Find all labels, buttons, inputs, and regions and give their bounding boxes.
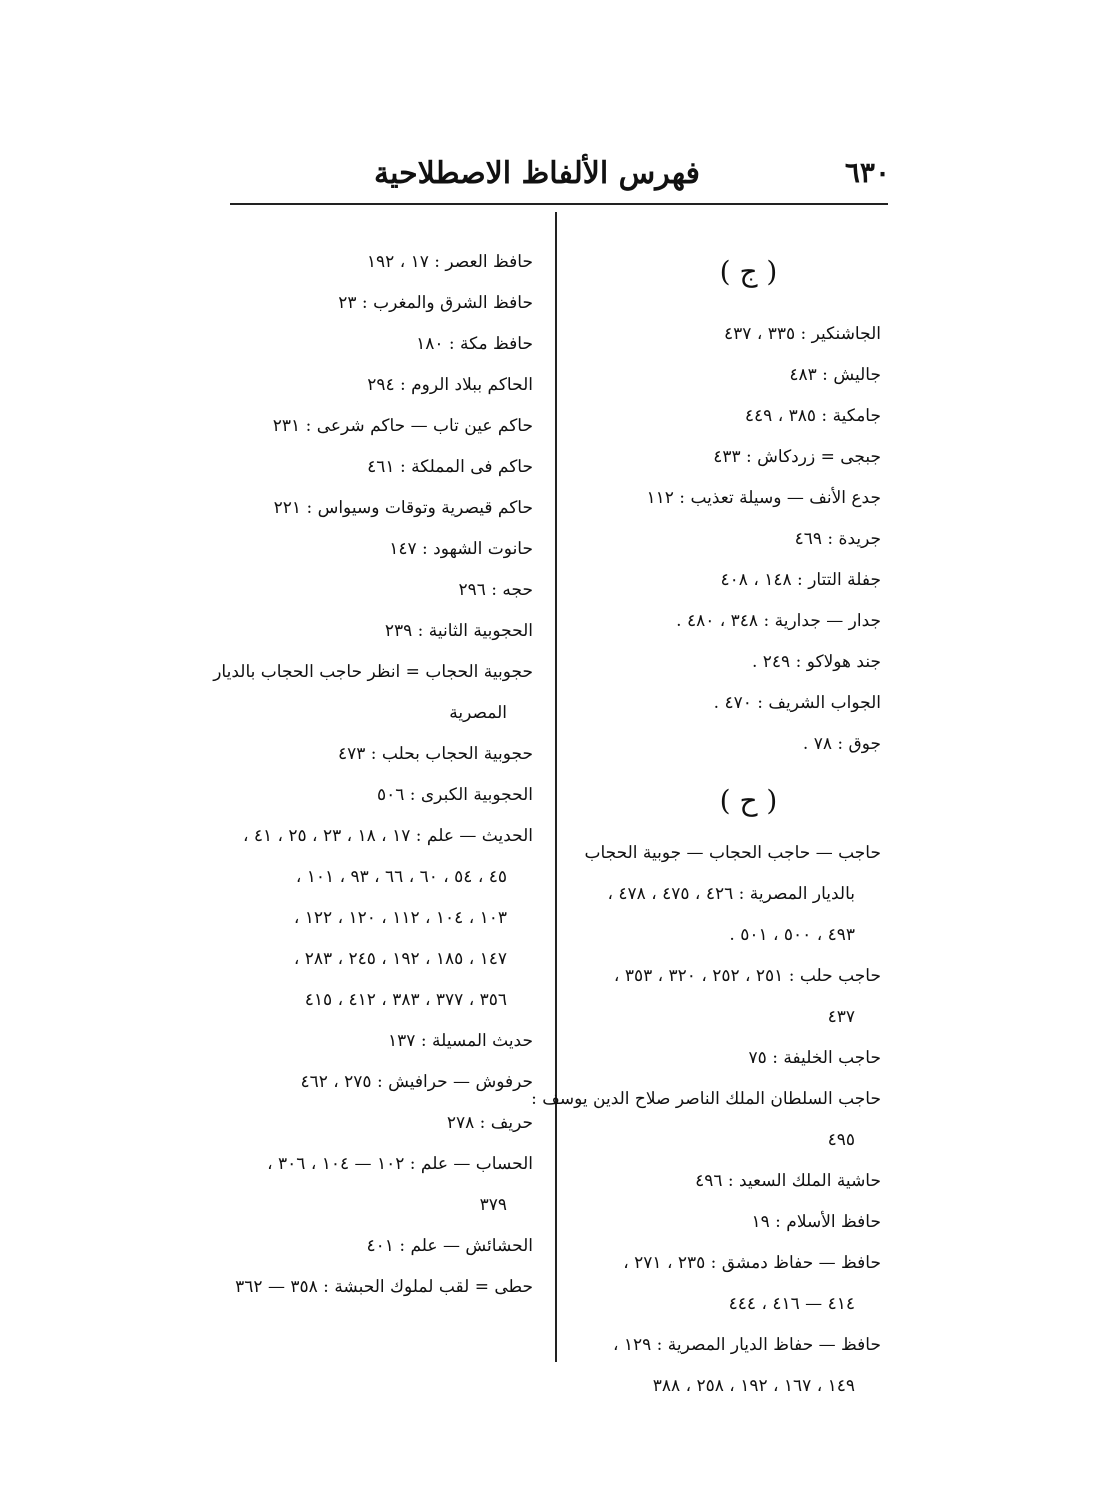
index-entry: جند هولاكو : ٢٤٩ . — [751, 652, 881, 672]
index-entry-continuation: ٤٩٣ ، ٥٠٠ ، ٥٠١ . — [729, 925, 855, 945]
index-entry-continuation: المصرية — [449, 703, 507, 723]
index-entry: الحساب — علم : ١٠٢ — ١٠٤ ، ٣٠٦ ، — [267, 1154, 533, 1174]
index-entry: حديث المسيلة : ١٣٧ — [388, 1031, 533, 1051]
index-entry: جدار — جدارية : ٣٤٨ ، ٤٨٠ . — [676, 611, 881, 631]
index-entry-continuation: ١٤٩ ، ١٦٧ ، ١٩٢ ، ٢٥٨ ، ٣٨٨ — [652, 1376, 855, 1396]
section-heading-ha: ( ح ) — [719, 784, 778, 817]
index-entry: جفلة التتار : ١٤٨ ، ٤٠٨ — [720, 570, 881, 590]
index-entry: جبجى = زردكاش : ٤٣٣ — [713, 447, 881, 467]
index-entry: حافظ الشرق والمغرب : ٢٣ — [338, 293, 533, 313]
index-entry-continuation: ٣٧٩ — [479, 1195, 507, 1215]
index-entry: الحاكم ببلاد الروم : ٢٩٤ — [367, 375, 533, 395]
index-entry: حجوبية الحجاب بحلب : ٤٧٣ — [337, 744, 533, 764]
index-entry: حاجب حلب : ٢٥١ ، ٢٥٢ ، ٣٢٠ ، ٣٥٣ ، — [613, 966, 881, 986]
index-entry: حجوبية الحجاب = انظر حاجب الحجاب بالديار — [213, 662, 533, 682]
header-rule — [230, 203, 888, 205]
index-entry: حطى = لقب لملوك الحبشة : ٣٥٨ — ٣٦٢ — [235, 1277, 533, 1297]
index-entry: حجه : ٢٩٦ — [458, 580, 533, 600]
index-entry: الحديث — علم : ١٧ ، ١٨ ، ٢٣ ، ٢٥ ، ٤١ ، — [242, 826, 533, 846]
index-entry: حانوت الشهود : ١٤٧ — [389, 539, 533, 559]
index-entry: الجواب الشريف : ٤٧٠ . — [713, 693, 881, 713]
index-column-left — [213, 242, 533, 1308]
index-entry: جوق : ٧٨ . — [802, 734, 881, 754]
index-entry: جدع الأنف — وسيلة تعذيب : ١١٢ — [646, 488, 881, 508]
index-entry: حاشية الملك السعيد : ٤٩٦ — [695, 1171, 881, 1191]
index-entry: حافظ — حفاظ دمشق : ٢٣٥ ، ٢٧١ ، — [623, 1253, 881, 1273]
index-entry-continuation: ١٠٣ ، ١٠٤ ، ١١٢ ، ١٢٠ ، ١٢٢ ، — [293, 908, 507, 928]
column-divider — [555, 212, 557, 1362]
index-entry: حافظ العصر : ١٧ ، ١٩٢ — [366, 252, 533, 272]
page-header — [230, 150, 890, 200]
index-entry-continuation: ٤١٤ — ٤١٦ ، ٤٤٤ — [728, 1294, 855, 1314]
index-entry-continuation: ٤٩٥ — [827, 1130, 855, 1150]
index-entry: حافظ مكة : ١٨٠ — [416, 334, 533, 354]
index-entry: حرفوش — حرافيش : ٢٧٥ ، ٤٦٢ — [300, 1072, 533, 1092]
index-entry: جريدة : ٤٦٩ — [794, 529, 881, 549]
index-entry: جاليش : ٤٨٣ — [789, 365, 881, 385]
index-entry: حاجب السلطان الملك الناصر صلاح الدين يوسف : — [531, 1089, 881, 1109]
index-entry-continuation: بالديار المصرية : ٤٢٦ ، ٤٧٥ ، ٤٧٨ ، — [607, 884, 855, 904]
index-entry-continuation: ١٤٧ ، ١٨٥ ، ١٩٢ ، ٢٤٥ ، ٢٨٣ ، — [293, 949, 507, 969]
index-entry: حافظ الأسلام : ١٩ — [751, 1212, 881, 1232]
index-entry: حاجب الخليفة : ٧٥ — [748, 1048, 881, 1068]
index-entry: حاكم فى المملكة : ٤٦١ — [367, 457, 533, 477]
index-entry-continuation: ٤٥ ، ٥٤ ، ٦٠ ، ٦٦ ، ٩٣ ، ١٠١ ، — [295, 867, 507, 887]
index-entry: حاكم قيصرية وتوقات وسيواس : ٢٢١ — [273, 498, 533, 518]
index-entry-continuation: ٤٣٧ — [827, 1007, 855, 1027]
index-entry: الحجوبية الثانية : ٢٣٩ — [384, 621, 533, 641]
index-entry: حاجب — حاجب الحجاب — جوبية الحجاب — [584, 843, 881, 863]
index-entry: الجاشنكير : ٣٣٥ ، ٤٣٧ — [724, 324, 881, 344]
index-entry: جامكية : ٣٨٥ ، ٤٤٩ — [744, 406, 881, 426]
page-number: ٦٣٠ — [844, 156, 890, 189]
index-entry: حافظ — حفاظ الديار المصرية : ١٢٩ ، — [612, 1335, 881, 1355]
index-entry: الحجوبية الكبرى : ٥٠٦ — [376, 785, 533, 805]
index-column-right — [531, 242, 881, 1407]
section-heading-ja: ( ج ) — [719, 255, 778, 288]
page-title: فهرس الألفاظ الاصطلاحية — [374, 156, 700, 191]
index-entry: حاكم عين تاب — حاكم شرعى : ٢٣١ — [272, 416, 533, 436]
index-entry-continuation: ٣٥٦ ، ٣٧٧ ، ٣٨٣ ، ٤١٢ ، ٤١٥ — [304, 990, 507, 1010]
index-entry: حريف : ٢٧٨ — [446, 1113, 533, 1133]
index-entry: الحشائش — علم : ٤٠١ — [366, 1236, 533, 1256]
